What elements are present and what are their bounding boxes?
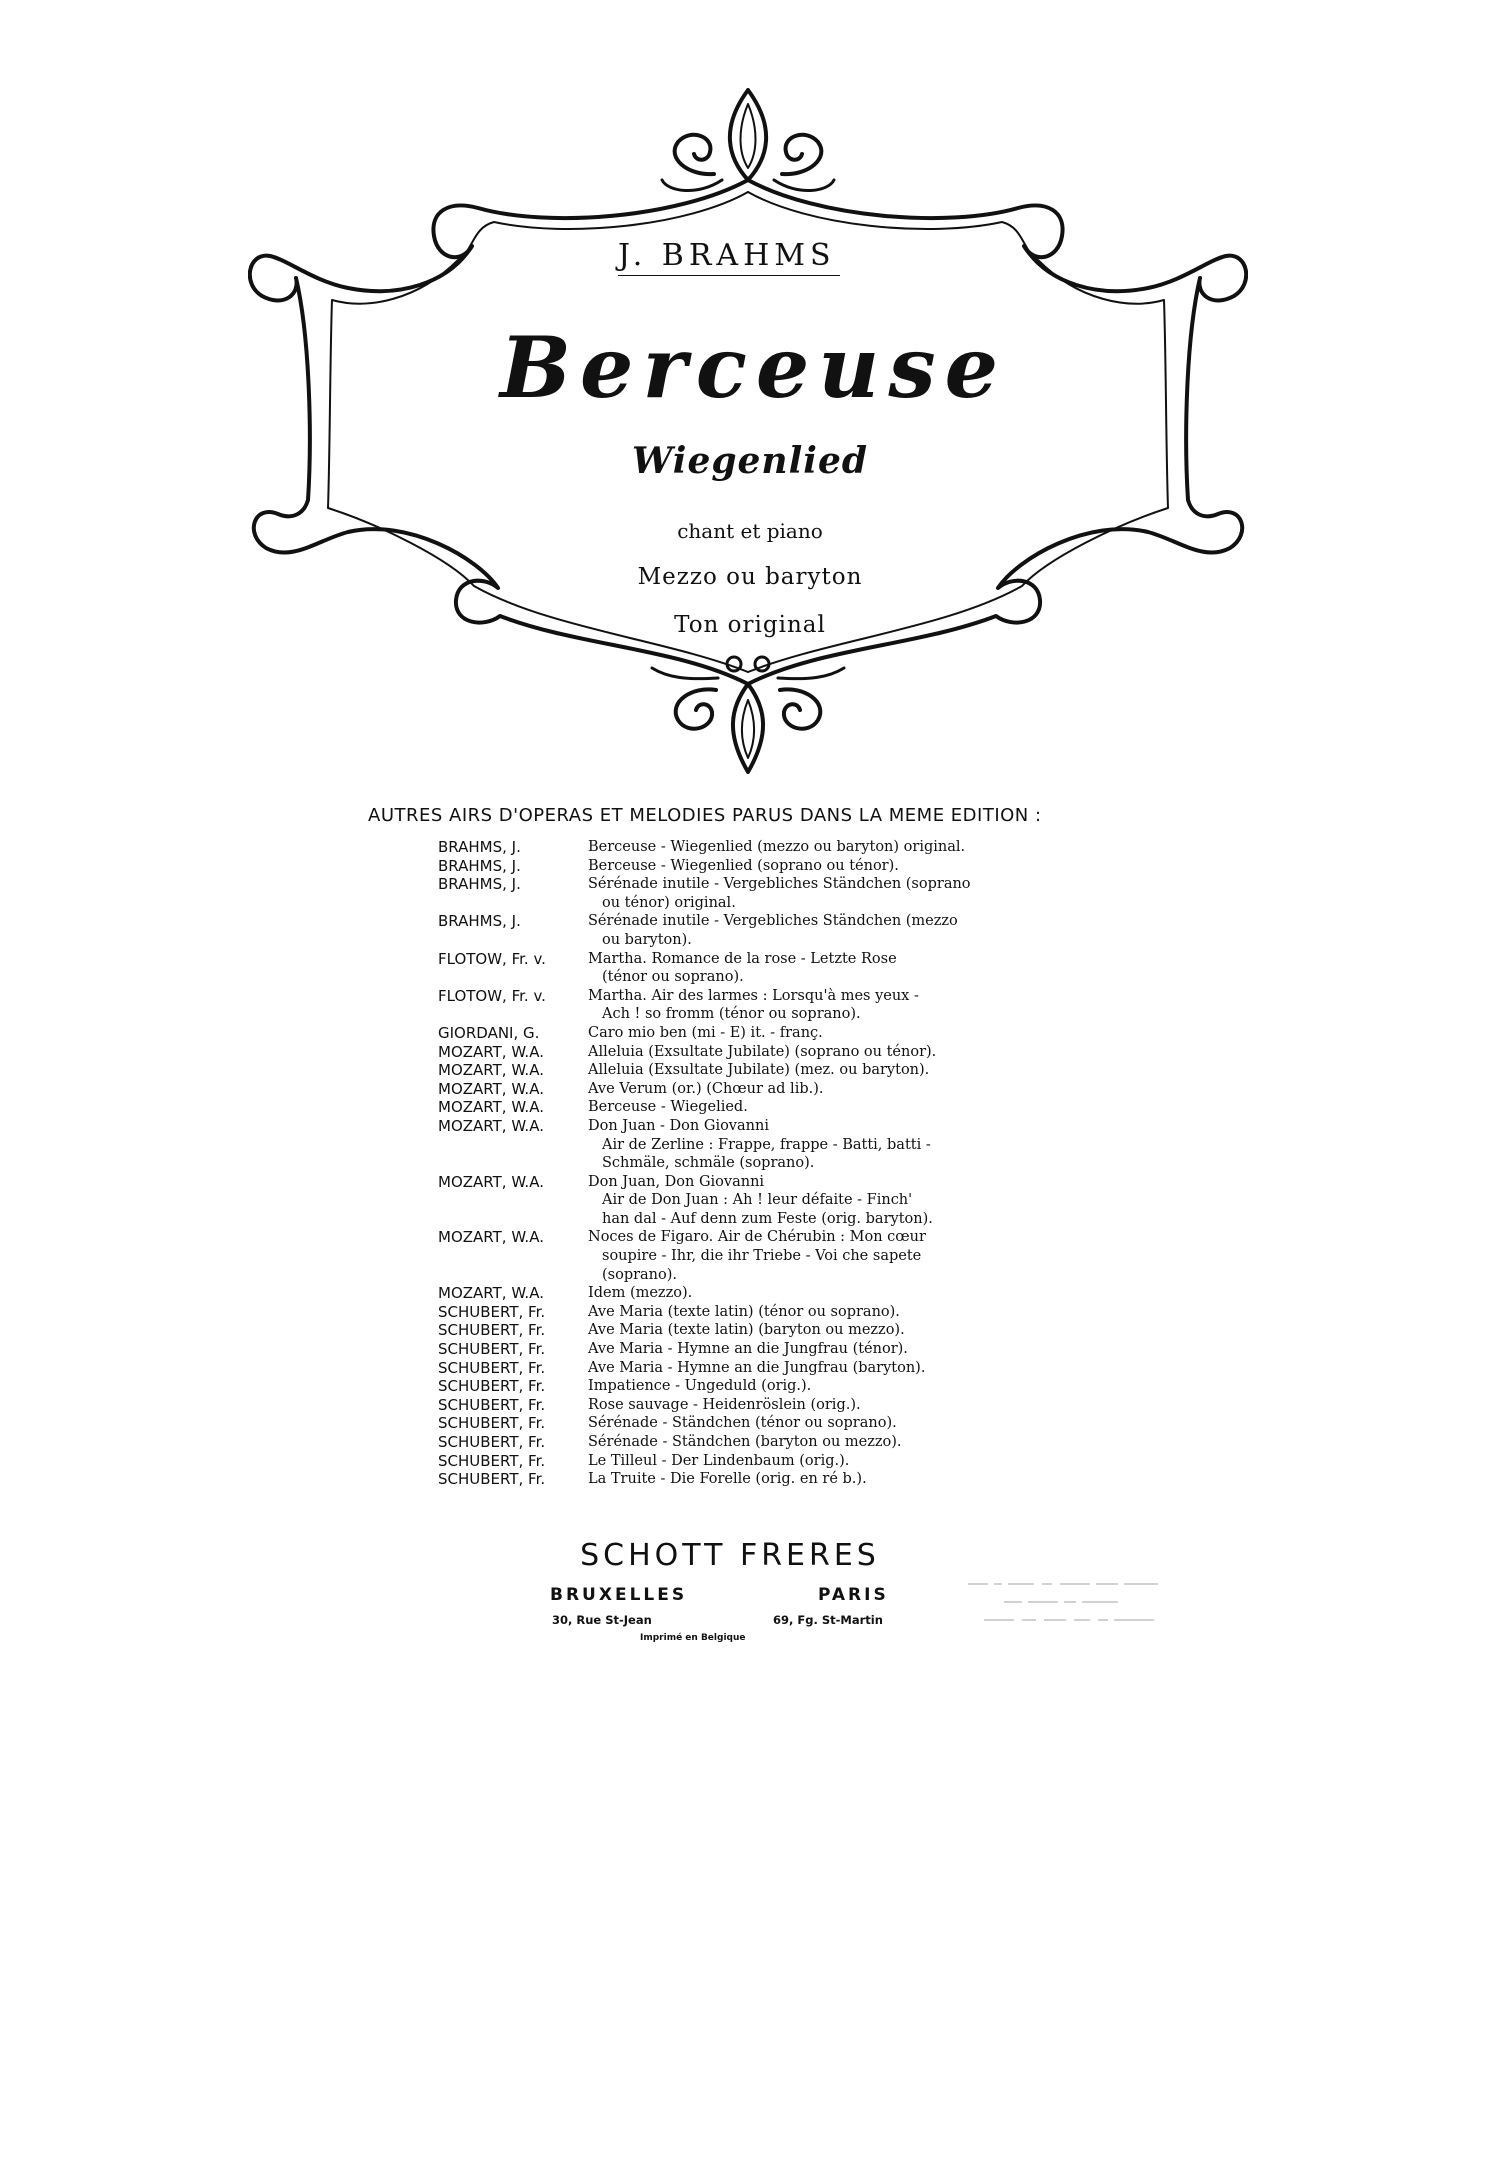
catalog-entry-work: [588, 912, 1018, 949]
catalog-entry-work: [588, 1396, 1018, 1415]
catalog-entry-composer: MOZART, W.A.: [438, 1172, 544, 1191]
catalog-entry-work: [588, 1098, 1018, 1117]
catalog-entry-work: [588, 1228, 1018, 1284]
voice-type: Mezzo ou baryton: [637, 564, 863, 590]
catalog-entry-line: Sérénade - Ständchen (baryton ou mezzo).: [588, 1434, 902, 1450]
catalog-entry-composer: BRAHMS, J.: [438, 838, 521, 856]
catalog-entry-line: Ave Maria - Hymne an die Jungfrau (ténor).: [588, 1341, 908, 1358]
catalog-entry-work: [588, 857, 1018, 876]
catalog-entry: [438, 1173, 1018, 1229]
catalog-entry-work: [588, 1433, 1018, 1452]
catalog-entry-composer: SCHUBERT, Fr.: [438, 1433, 546, 1451]
catalog-entry-work: [588, 875, 1018, 912]
catalog-entry-work: [588, 838, 1018, 857]
catalog-entry-line: Air de Zerline : Frappe, frappe - Batti, batti -: [602, 1136, 931, 1153]
catalog-entry: [438, 950, 1018, 987]
catalog-entry-composer: FLOTOW, Fr. v.: [438, 986, 546, 1005]
catalog-entry-line: Sérénade inutile - Vergebliches Ständchen (mezzo: [588, 913, 958, 930]
catalog-entry-composer: MOZART, W.A.: [438, 1098, 544, 1117]
instrumentation: chant et piano: [677, 519, 823, 543]
catalog-entry-work: [588, 1080, 1018, 1099]
catalog-entry-line: (soprano).: [602, 1266, 678, 1283]
catalog-entry-composer: SCHUBERT, Fr.: [438, 1358, 546, 1377]
catalog-entry: [438, 1377, 1018, 1396]
catalog-entry-composer: MOZART, W.A.: [438, 1116, 544, 1135]
catalog-entry-composer: SCHUBERT, Fr.: [438, 1451, 546, 1470]
catalog-entry-line: (ténor ou soprano).: [602, 969, 744, 986]
catalog-entry-line: Ave Maria - Hymne an die Jungfrau (baryton).: [588, 1359, 926, 1376]
catalog-entry-composer: BRAHMS, J.: [438, 875, 521, 894]
catalog-entry-line: Ave Maria (texte latin) (ténor ou soprano).: [588, 1303, 900, 1320]
catalog-entry-work: [588, 1024, 1018, 1043]
catalog-entry-line: Schmäle, schmäle (soprano).: [602, 1155, 815, 1172]
catalog-entry-composer: SCHUBERT, Fr.: [438, 1395, 546, 1414]
catalog-entry-line: Idem (mezzo).: [588, 1285, 693, 1302]
catalog-entry-line: Alleluia (Exsultate Jubilate) (mez. ou baryton).: [588, 1062, 930, 1079]
catalog-entry-composer: MOZART, W.A.: [438, 1079, 544, 1098]
catalog-entry-line: Don Juan - Don Giovanni: [588, 1117, 769, 1134]
catalog-heading: AUTRES AIRS D'OPERAS ET MELODIES PARUS DANS LA MEME EDITION :: [368, 805, 1042, 826]
composer-name: J. BRAHMS: [618, 238, 840, 276]
catalog-entry: [438, 875, 1018, 912]
catalog-entry-line: Impatience - Ungeduld (orig.).: [588, 1378, 812, 1395]
catalog-entry: [438, 912, 1018, 949]
catalog-entry-line: Berceuse - Wiegelied.: [588, 1099, 748, 1116]
catalog-entry-line: Caro mio ben (mi - E) it. - franç.: [588, 1024, 823, 1041]
catalog-entry-work: [588, 1359, 1018, 1378]
catalog-entry: [438, 838, 1018, 857]
catalog-entry-line: ou ténor) original.: [602, 894, 736, 911]
catalog-entry-line: Don Juan, Don Giovanni: [588, 1173, 765, 1190]
publisher-city-brussels: BRUXELLES: [550, 1585, 688, 1605]
catalog-entry-line: Berceuse - Wiegenlied (mezzo ou baryton) original.: [588, 839, 966, 855]
catalog-entry-work: [588, 1321, 1018, 1340]
catalog-entry: [438, 1340, 1018, 1359]
catalog-entry: [438, 1117, 1018, 1173]
catalog-entry-line: Martha. Air des larmes : Lorsqu'à mes yeux -: [588, 987, 919, 1004]
catalog-entry-line: Alleluia (Exsultate Jubilate) (soprano ou ténor).: [588, 1043, 937, 1060]
catalog-entry-work: [588, 1414, 1018, 1433]
catalog-entry-line: Sérénade - Ständchen (ténor ou soprano).: [588, 1415, 897, 1432]
catalog-entry: [438, 1452, 1018, 1471]
catalog-entry-composer: SCHUBERT, Fr.: [438, 1340, 546, 1359]
catalog-entry: [438, 1396, 1018, 1415]
catalog-entry-composer: MOZART, W.A.: [438, 1042, 544, 1061]
catalog-entry-composer: MOZART, W.A.: [438, 1284, 544, 1303]
printed-in-note: Imprimé en Belgique: [640, 1633, 746, 1643]
ornamental-frame-icon: [248, 88, 1248, 778]
catalog-list: [438, 838, 1018, 1489]
catalog-entry: [438, 1321, 1018, 1340]
catalog-entry-composer: SCHUBERT, Fr.: [438, 1302, 546, 1321]
catalog-entry: [438, 1080, 1018, 1099]
catalog-entry-work: [588, 1303, 1018, 1322]
catalog-entry: [438, 1098, 1018, 1117]
catalog-entry: [438, 1024, 1018, 1043]
catalog-entry-work: [588, 950, 1018, 987]
catalog-entry-line: han dal - Auf denn zum Feste (orig. baryton).: [602, 1210, 933, 1227]
page-title: Berceuse: [500, 318, 1008, 417]
key-note: Ton original: [674, 612, 826, 638]
catalog-entry-work: [588, 1470, 1018, 1489]
catalog-entry: [438, 1414, 1018, 1433]
catalog-entry: [438, 1303, 1018, 1322]
catalog-entry: [438, 1433, 1018, 1452]
catalog-entry-composer: MOZART, W.A.: [438, 1061, 544, 1080]
catalog-entry-work: [588, 1340, 1018, 1359]
catalog-entry-composer: SCHUBERT, Fr.: [438, 1414, 546, 1433]
catalog-entry-composer: SCHUBERT, Fr.: [438, 1377, 546, 1396]
catalog-entry-line: Martha. Romance de la rose - Letzte Rose: [588, 950, 897, 967]
publisher-address-brussels: 30, Rue St-Jean: [552, 1613, 652, 1627]
catalog-entry: [438, 1359, 1018, 1378]
page-subtitle: Wiegenlied: [631, 440, 869, 482]
catalog-entry-composer: SCHUBERT, Fr.: [438, 1470, 546, 1489]
catalog-entry-work: [588, 987, 1018, 1024]
catalog-entry-line: ou baryton).: [602, 931, 692, 948]
catalog-entry: [438, 1228, 1018, 1284]
catalog-entry-line: Rose sauvage - Heidenröslein (orig.).: [588, 1396, 861, 1413]
catalog-entry-work: [588, 1117, 1018, 1173]
catalog-entry-composer: MOZART, W.A.: [438, 1228, 544, 1247]
catalog-entry-line: soupire - Ihr, die ihr Triebe - Voi che sapete: [602, 1248, 922, 1265]
catalog-entry-work: [588, 1284, 1018, 1303]
margin-mark: [120, 600, 126, 640]
catalog-entry-line: Sérénade inutile - Vergebliches Ständchen (soprano: [588, 876, 971, 893]
catalog-entry: [438, 857, 1018, 876]
catalog-entry-line: Air de Don Juan : Ah ! leur défaite - Finch': [602, 1192, 913, 1209]
catalog-entry-line: Ave Maria (texte latin) (baryton ou mezzo).: [588, 1322, 905, 1339]
publisher-city-paris: PARIS: [818, 1585, 889, 1605]
catalog-entry-composer: BRAHMS, J.: [438, 912, 521, 931]
catalog-entry-composer: GIORDANI, G.: [438, 1023, 540, 1042]
catalog-entry-composer: FLOTOW, Fr. v.: [438, 949, 546, 968]
catalog-entry-line: Ach ! so fromm (ténor ou soprano).: [602, 1006, 861, 1023]
catalog-entry-line: Le Tilleul - Der Lindenbaum (orig.).: [588, 1452, 850, 1469]
catalog-entry-line: Berceuse - Wiegenlied (soprano ou ténor).: [588, 857, 899, 874]
catalog-entry: [438, 1043, 1018, 1062]
catalog-entry-composer: SCHUBERT, Fr.: [438, 1321, 546, 1340]
catalog-entry-work: [588, 1061, 1018, 1080]
dealer-stamp-icon: [964, 1574, 1164, 1628]
catalog-entry: [438, 987, 1018, 1024]
catalog-entry-work: [588, 1173, 1018, 1229]
publisher-address-paris: 69, Fg. St-Martin: [773, 1613, 883, 1627]
catalog-entry-work: [588, 1043, 1018, 1062]
publisher-name: SCHOTT FRERES: [580, 1538, 880, 1573]
catalog-entry: [438, 1470, 1018, 1489]
catalog-entry: [438, 1284, 1018, 1303]
catalog-entry-composer: BRAHMS, J.: [438, 856, 521, 875]
catalog-entry-work: [588, 1377, 1018, 1396]
catalog-entry: [438, 1061, 1018, 1080]
catalog-entry-line: Ave Verum (or.) (Chœur ad lib.).: [588, 1080, 824, 1097]
catalog-entry-line: Noces de Figaro. Air de Chérubin : Mon cœur: [588, 1229, 926, 1246]
catalog-entry-line: La Truite - Die Forelle (orig. en ré b.).: [588, 1471, 867, 1488]
catalog-entry-work: [588, 1452, 1018, 1471]
